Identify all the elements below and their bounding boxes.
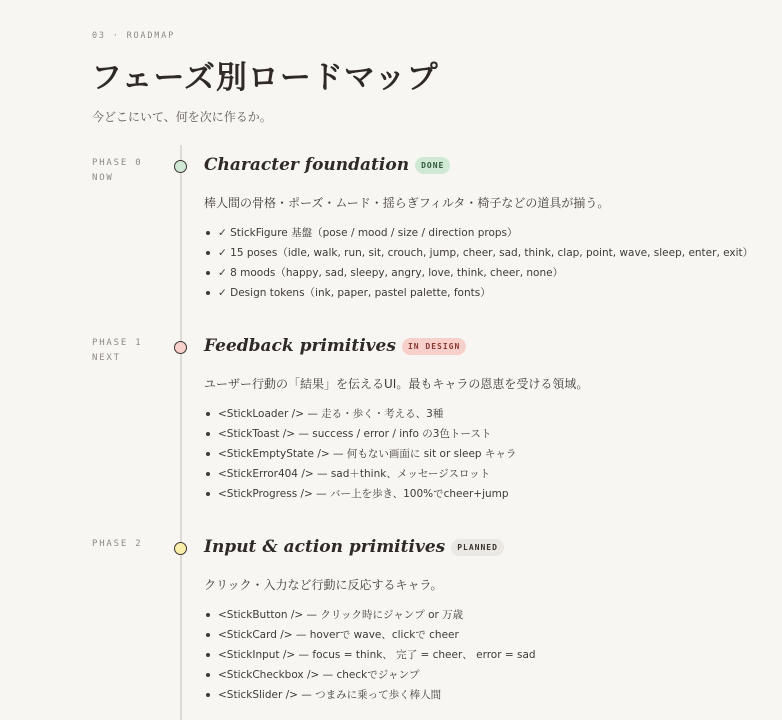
list-item: ✓ StickFigure 基盤（pose / mood / size / direction props） <box>204 225 753 245</box>
list-item: <StickSlider /> — つまみに乗って歩く棒人間 <box>204 687 536 707</box>
phase-0-label: PHASE 0 <box>92 158 143 168</box>
list-item: <StickCard /> — hoverで wave、clickで cheer <box>204 627 536 647</box>
list-item: <StickLoader /> — 走る・歩く・考える、3種 <box>204 406 516 426</box>
list-item: <StickError404 /> — sad＋think、メッセージスロット <box>204 466 516 486</box>
phase-1-dot <box>174 341 187 354</box>
phase-0-title-text: Character foundation <box>204 155 410 175</box>
phase-0-items <box>204 225 753 305</box>
page-subtitle: 今どこにいて、何を次に作るか。 <box>92 110 272 124</box>
list-item: <StickToast /> — success / error / info の3色トースト <box>204 426 516 446</box>
timeline-line <box>180 145 182 720</box>
phase-1-status-badge: IN DESIGN <box>402 338 466 355</box>
phase-2-dot <box>174 542 187 555</box>
phase-2-title-text: Input & action primitives <box>204 537 446 557</box>
phase-1-items <box>204 406 516 506</box>
list-item: <StickButton /> — クリック時にジャンプ or 万歳 <box>204 607 536 627</box>
phase-2-status-badge: PLANNED <box>451 539 504 556</box>
phase-1-label: PHASE 1 <box>92 338 143 348</box>
phase-0-status-badge: DONE <box>415 157 450 174</box>
page-title: フェーズ別ロードマップ <box>91 60 439 96</box>
phase-0-sublabel: NOW <box>92 173 114 183</box>
phase-2-title <box>204 537 504 557</box>
phase-1-title-text: Feedback primitives <box>204 336 396 356</box>
list-item: ✓ 15 poses（idle, walk, run, sit, crouch, jump, cheer, sad, think, clap, point, wave, sleep, enter, exit） <box>204 245 753 265</box>
phase-2-description: クリック・入力など行動に反応するキャラ。 <box>204 578 443 592</box>
phase-0-dot <box>174 160 187 173</box>
phase-2-meta <box>92 537 143 552</box>
list-item: ✓ 8 moods（happy, sad, sleepy, angry, love, think, cheer, none） <box>204 265 753 285</box>
phase-2-label: PHASE 2 <box>92 539 143 549</box>
list-item: <StickProgress /> — バー上を歩き、100%でcheer+jump <box>204 486 516 506</box>
phase-0-title <box>204 155 450 175</box>
phase-0-description: 棒人間の骨格・ポーズ・ムード・揺らぎフィルタ・椅子などの道具が揃う。 <box>204 196 610 210</box>
phase-1-title <box>204 336 466 356</box>
eyebrow-label: 03 · ROADMAP <box>92 31 176 41</box>
list-item: <StickInput /> — focus = think、 完了 = cheer、 error = sad <box>204 647 536 667</box>
phase-1-description: ユーザー行動の「結果」を伝えるUI。最もキャラの恩恵を受ける領域。 <box>204 377 589 391</box>
phase-1-sublabel: NEXT <box>92 353 121 363</box>
phase-2-items <box>204 607 536 707</box>
phase-1-meta <box>92 336 143 366</box>
list-item: ✓ Design tokens（ink, paper, pastel palette, fonts） <box>204 285 753 305</box>
phase-0-meta <box>92 156 143 186</box>
list-item: <StickEmptyState /> — 何もない画面に sit or sleep キャラ <box>204 446 516 466</box>
list-item: <StickCheckbox /> — checkでジャンプ <box>204 667 536 687</box>
